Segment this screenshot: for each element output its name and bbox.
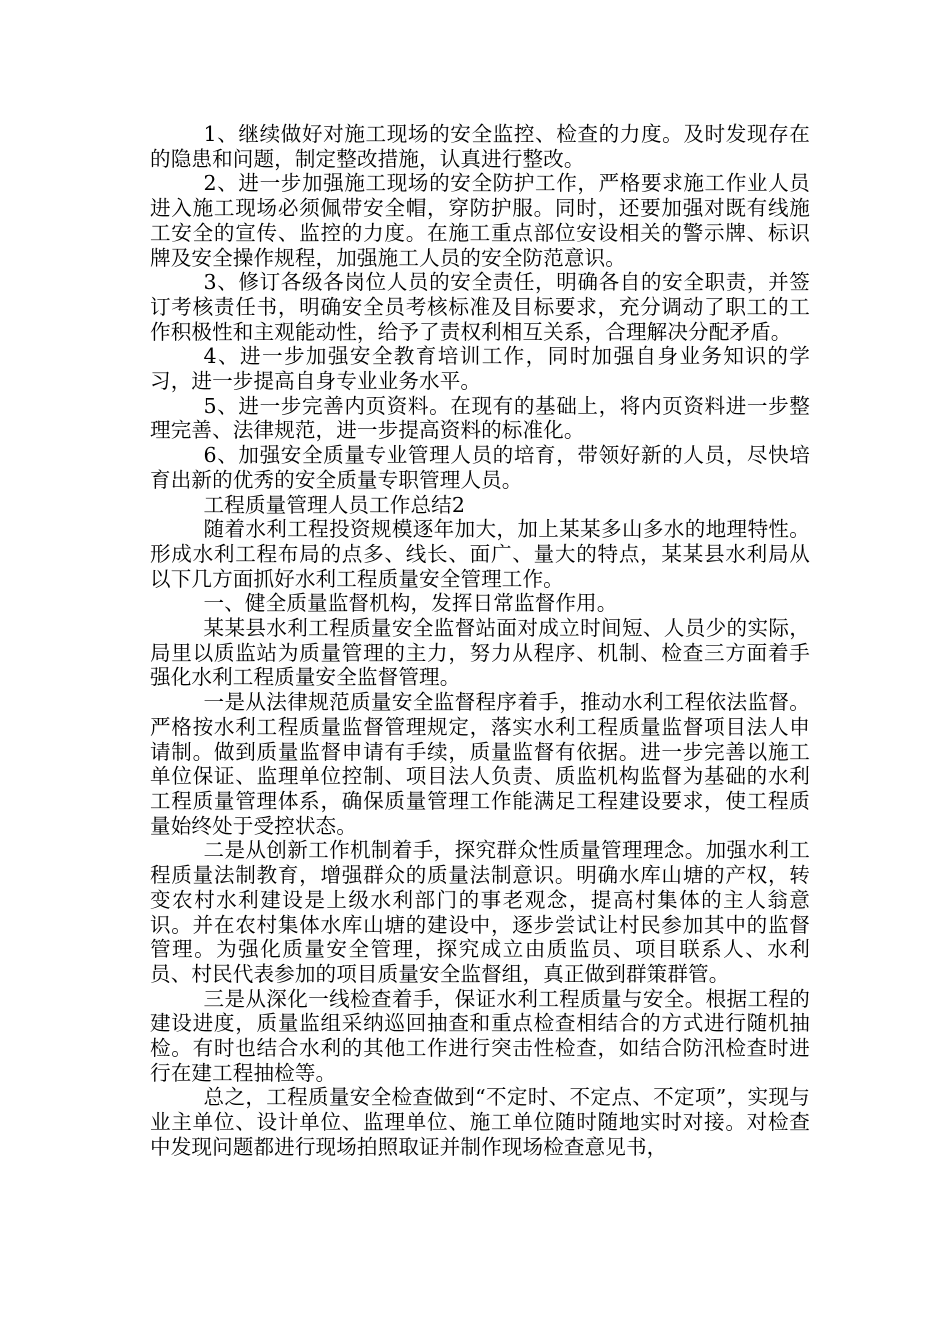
paragraph-item-6: 6、加强安全质量专业管理人员的培育，带领好新的人员，尽快培育出新的优秀的安全质量专职管理人员。	[150, 443, 810, 492]
paragraph-item-3: 3、修订各级各岗位人员的安全责任，明确各自的安全职责，并签订考核责任书，明确安全员考核标准及目标要求，充分调动了职工的工作积极性和主观能动性，给予了责权利相互关系，合理解决分配矛盾。	[150, 270, 810, 344]
paragraph-point-one: 一是从法律规范质量安全监督程序着手，推动水利工程依法监督。严格按水利工程质量监督管理规定，落实水利工程质量监督项目法人申请制。做到质量监督申请有手续，质量监督有依据。进一步完善以施工单位保证、监理单位控制、项目法人负责、质监机构监督为基础的水利工程质量管理体系，确保质量管理工作能满足工程建设要求，使工程质量始终处于受控状态。	[150, 690, 810, 838]
paragraph-item-4: 4、进一步加强安全教育培训工作，同时加强自身业务知识的学习，进一步提高自身专业业务水平。	[150, 344, 810, 394]
paragraph-point-three: 三是从深化一线检查着手，保证水利工程质量与安全。根据工程的建设进度，质量监组采纳巡回抽查和重点检查相结合的方式进行随机抽检。有时也结合水利的其他工作进行突击性检查，如结合防汛检查时进行在建工程抽检等。	[150, 986, 810, 1085]
paragraph-supervision-station: 某某县水利工程质量安全监督站面对成立时间短、人员少的实际，局里以质监站为质量管理的主力，努力从程序、机制、检查三方面着手强化水利工程质量安全监督管理。	[150, 616, 810, 690]
paragraph-item-5: 5、进一步完善内页资料。在现有的基础上，将内页资料进一步整理完善、法律规范，进一步提高资料的标准化。	[150, 393, 810, 443]
section-title: 工程质量管理人员工作总结2	[203, 492, 466, 517]
paragraph-item-1: 1、继续做好对施工现场的安全监控、检查的力度。及时发现存在的隐患和问题，制定整改措施，认真进行整改。	[150, 122, 810, 171]
document-body	[150, 122, 810, 1160]
paragraph-intro: 随着水利工程投资规模逐年加大，加上某某多山多水的地理特性。形成水利工程布局的点多、线长、面广、量大的特点，某某县水利局从以下几方面抓好水利工程质量安全管理工作。	[150, 517, 810, 591]
section-subheading: 一、健全质量监督机构，发挥日常监督作用。	[203, 591, 618, 616]
paragraph-summary: 总之，工程质量安全检查做到“不定时、不定点、不定项”，实现与业主单位、设计单位、监理单位、施工单位随时随地实时对接。对检查中发现问题都进行现场拍照取证并制作现场检查意见书，	[150, 1085, 810, 1159]
paragraph-item-2: 2、进一步加强施工现场的安全防护工作，严格要求施工作业人员进入施工现场必须佩带安全帽，穿防护服。同时，还要加强对既有线施工安全的宣传、监控的力度。在施工重点部位安设相关的警示牌、标识牌及安全操作规程，加强施工人员的安全防范意识。	[150, 171, 810, 270]
paragraph-point-two: 二是从创新工作机制着手，探究群众性质量管理理念。加强水利工程质量法制教育，增强群众的质量法制意识。明确水库山塘的产权，转变农村水利建设是上级水利部门的事老观念，提高村集体的主人翁意识。并在农村集体水库山塘的建设中，逐步尝试让村民参加其中的监督管理。为强化质量安全管理，探究成立由质监员、项目联系人、水利员、村民代表参加的项目质量安全监督组，真正做到群策群管。	[150, 838, 810, 986]
